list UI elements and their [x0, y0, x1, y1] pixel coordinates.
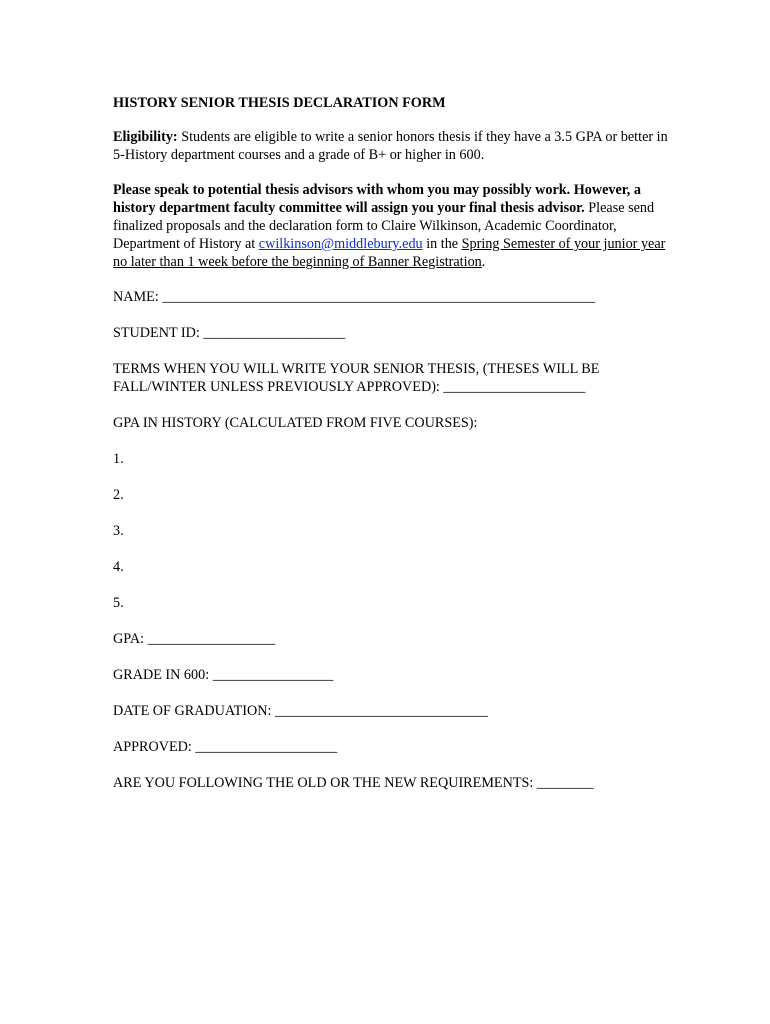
advisor-paragraph: [113, 181, 673, 271]
terms-line-2: FALL/WINTER UNLESS PREVIOUSLY APPROVED): ____________________: [113, 379, 586, 395]
form-page: [113, 94, 673, 810]
requirements-field[interactable]: ARE YOU FOLLOWING THE OLD OR THE NEW REQUIREMENTS: ________: [113, 775, 594, 791]
terms-field[interactable]: [113, 360, 673, 396]
course-item-2[interactable]: 2.: [113, 487, 124, 503]
advisor-text-3: .: [481, 254, 486, 270]
gpa-history-heading: GPA IN HISTORY (CALCULATED FROM FIVE COURSES):: [113, 415, 478, 431]
name-field[interactable]: NAME: _____________________________________________________________: [113, 289, 595, 305]
grade-600-field[interactable]: GRADE IN 600: _________________: [113, 667, 334, 683]
course-item-5[interactable]: 5.: [113, 595, 124, 611]
terms-line-1: TERMS WHEN YOU WILL WRITE YOUR SENIOR THESIS, (THESES WILL BE: [113, 361, 600, 377]
eligibility-label: Eligibility:: [113, 129, 178, 145]
eligibility-paragraph: [113, 128, 673, 164]
course-item-1[interactable]: 1.: [113, 451, 124, 467]
advisor-text-1: Please send finalized proposals and the declaration form to Claire Wilkinson, Academic Coordinator, Department of History at: [113, 200, 655, 252]
advisor-text-2: in the: [422, 236, 462, 252]
form-title: HISTORY SENIOR THESIS DECLARATION FORM: [113, 95, 446, 111]
eligibility-text: Students are eligible to write a senior honors thesis if they have a 3.5 GPA or better in 5-History department courses and a grade of B+ or higher in 600.: [113, 129, 668, 163]
deadline-text: Spring Semester of your junior year no later than 1 week before the beginning of Banner Registration: [113, 236, 666, 270]
course-item-4[interactable]: 4.: [113, 559, 124, 575]
advisor-bold-text: Please speak to potential thesis advisors with whom you may possibly work. However, a history department faculty committee will assign you your final thesis advisor.: [113, 182, 641, 216]
student-id-field[interactable]: STUDENT ID: ____________________: [113, 325, 346, 341]
approved-field[interactable]: APPROVED: ____________________: [113, 739, 338, 755]
course-item-3[interactable]: 3.: [113, 523, 124, 539]
gpa-field[interactable]: GPA: __________________: [113, 631, 276, 647]
graduation-date-field[interactable]: DATE OF GRADUATION: ______________________________: [113, 703, 488, 719]
email-link[interactable]: cwilkinson@middlebury.edu: [258, 236, 423, 252]
